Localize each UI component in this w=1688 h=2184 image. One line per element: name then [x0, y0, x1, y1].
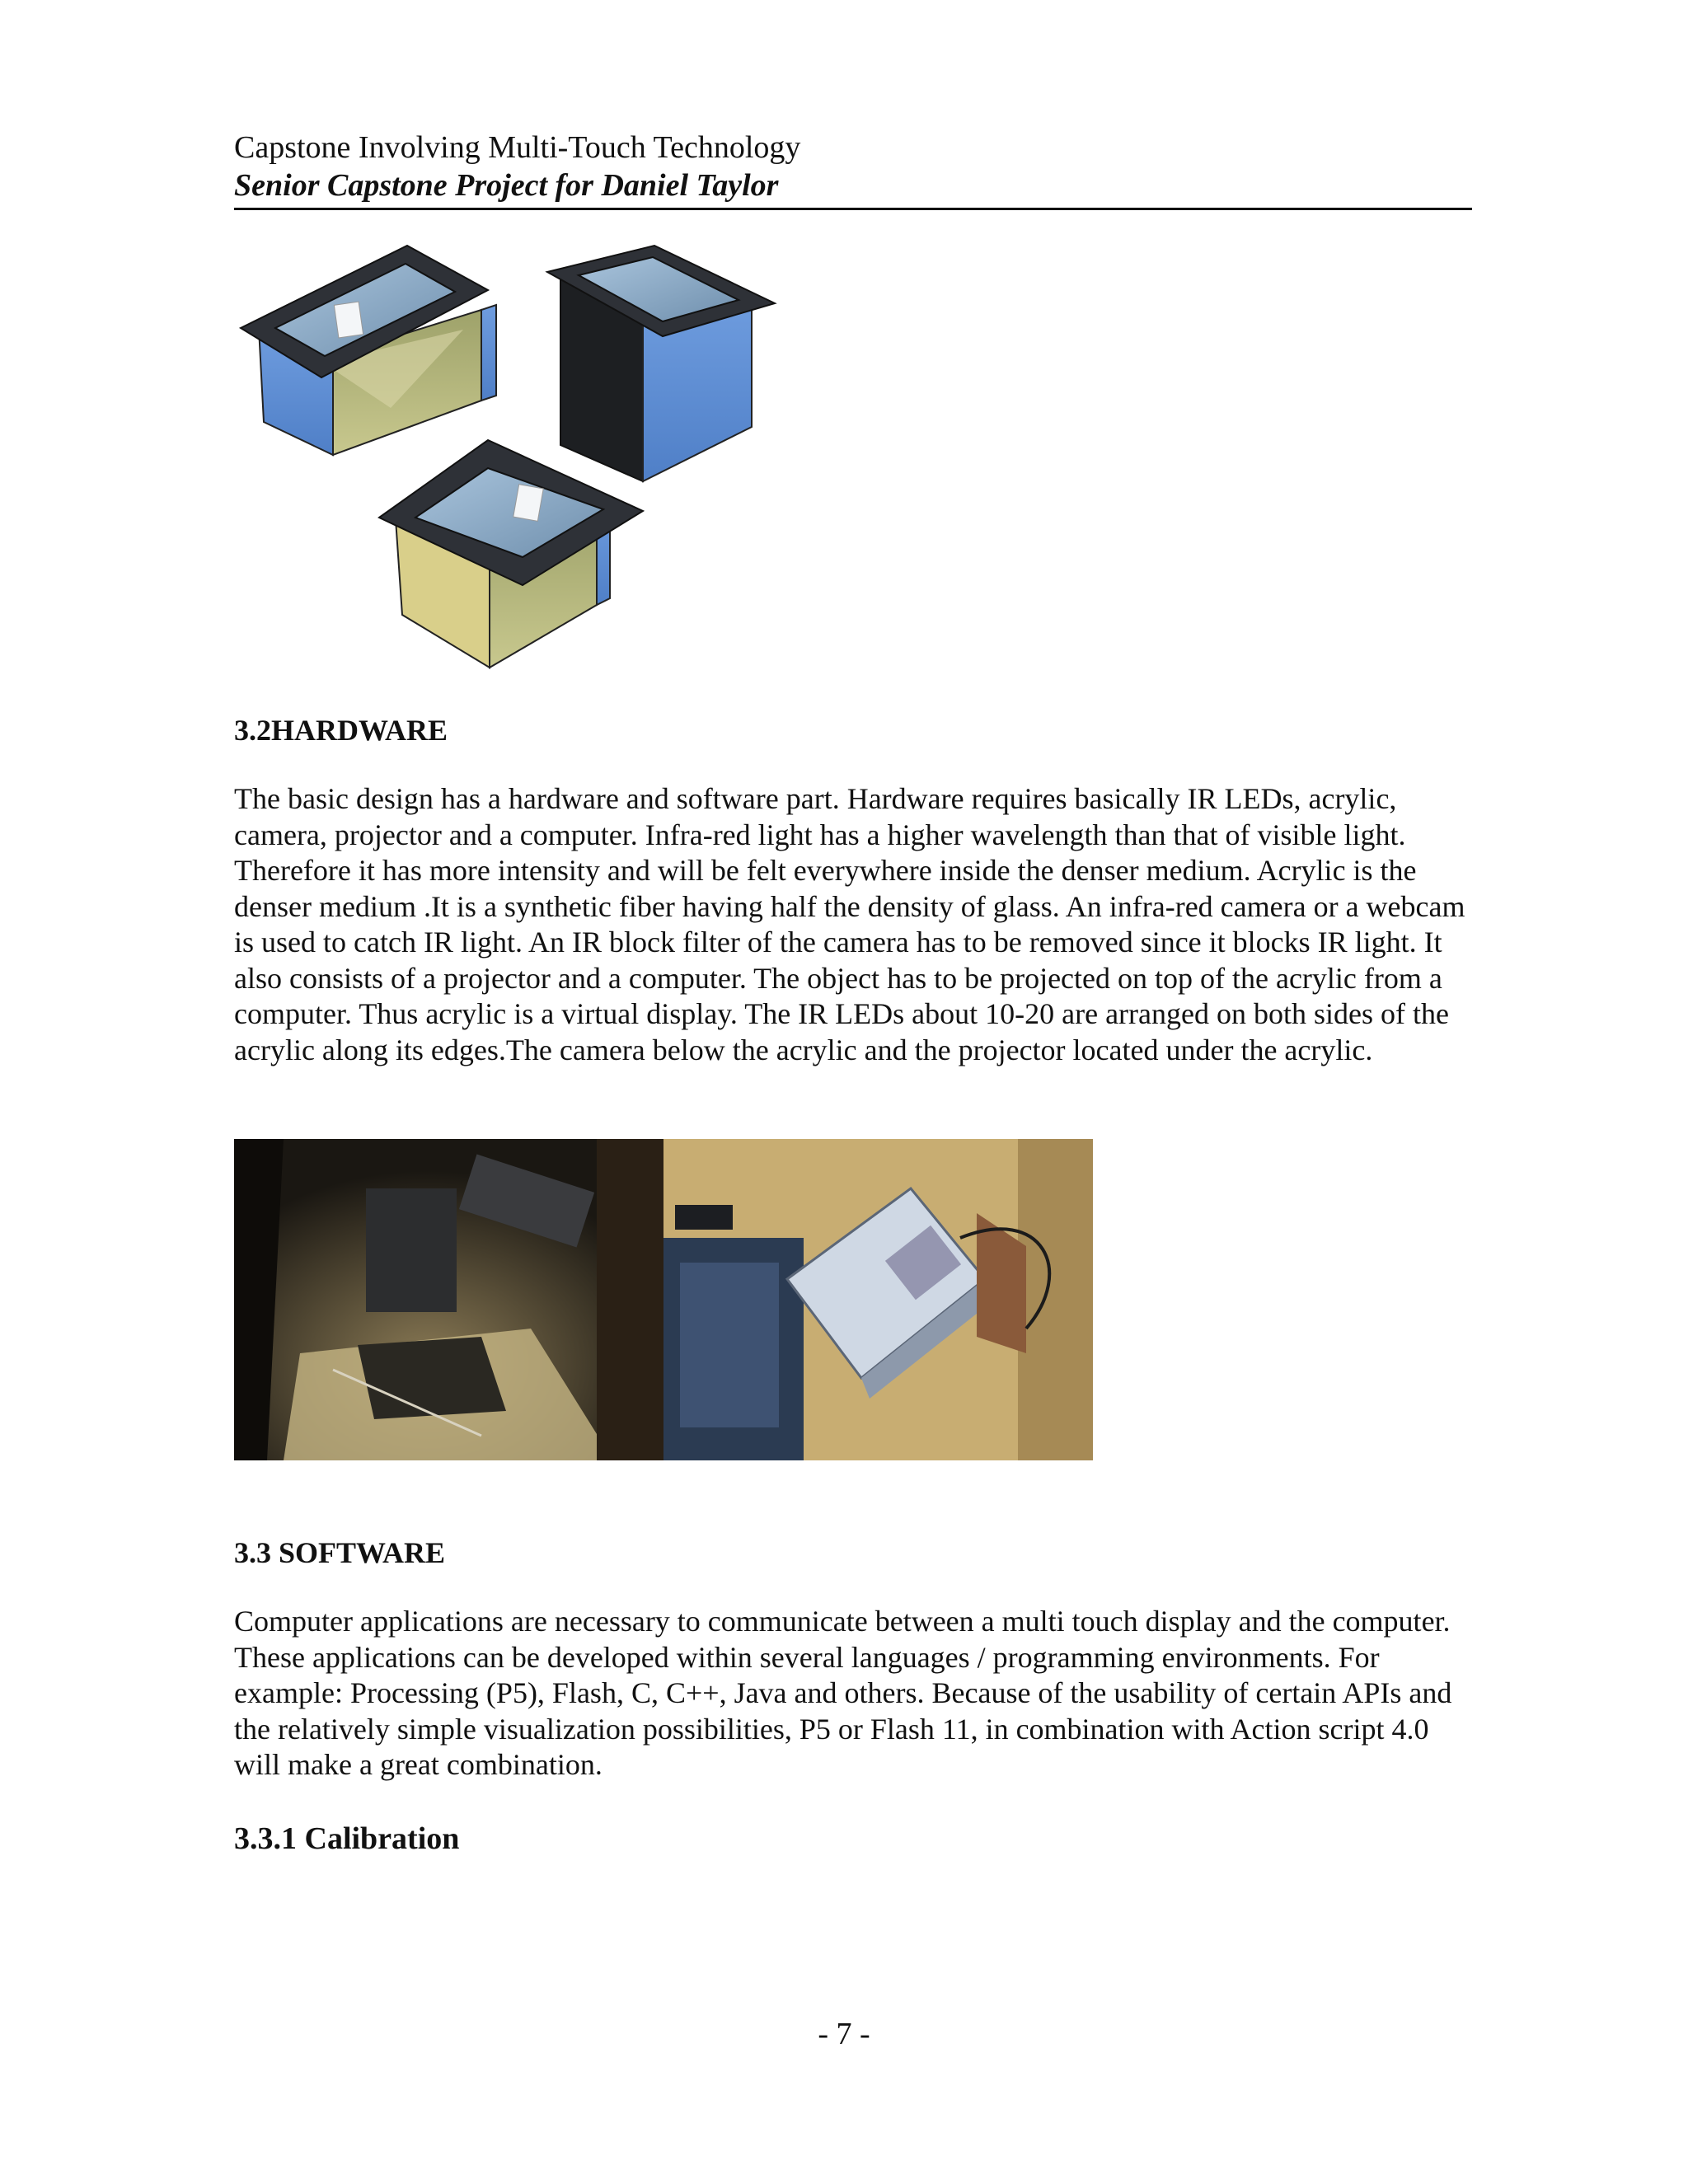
hardware-photos — [234, 1139, 1093, 1460]
software-paragraph: Computer applications are necessary to communicate between a multi touch display and the computer. These applications can be developed within several languages / programming environments. For example: Processing (P5), Flash, C, C++, Java and others. Because of the usability of certain APIs and the relatively simple visualization possibilities, P5 or Flash 11, in combination with Action script 4.0 will make a great combination. — [234, 1605, 1452, 1781]
box-render-bottom — [379, 440, 643, 668]
header-subtitle: Senior Capstone Project for Daniel Taylor — [234, 168, 779, 203]
software-heading: 3.3 SOFTWARE — [234, 1536, 446, 1569]
page-number: - 7 - — [818, 2017, 870, 2051]
box-render-right — [547, 246, 775, 481]
header-title: Capstone Involving Multi-Touch Technology — [234, 130, 801, 165]
box-render-left — [241, 246, 496, 455]
multitouch-box-renderings-figure — [234, 239, 795, 684]
photo-projector-mount — [663, 1139, 1093, 1460]
page-header — [234, 129, 1472, 210]
photo-cabinet-interior — [234, 1139, 663, 1460]
hardware-heading: 3.2HARDWARE — [234, 714, 448, 747]
calibration-heading: 3.3.1 Calibration — [234, 1821, 460, 1856]
hardware-paragraph: The basic design has a hardware and software part. Hardware requires basically IR LEDs, acrylic, camera, projector and a computer. Infra-red light has a higher wavelength than that of visible light. Therefore it has more intensity and will be felt everywhere inside the denser medium. Acrylic is the denser medium .It is a synthetic fiber having half the density of glass. An infra-red camera or a webcam is used to catch IR light. An IR block filter of the camera has to be removed since it blocks IR light. It also consists of a projector and a computer. The object has to be projected on top of the acrylic from a computer. Thus acrylic is a virtual display. The IR LEDs about 10-20 are arranged on both sides of the acrylic along its edges.The camera below the acrylic and the projector located under the acrylic. — [234, 782, 1465, 1066]
